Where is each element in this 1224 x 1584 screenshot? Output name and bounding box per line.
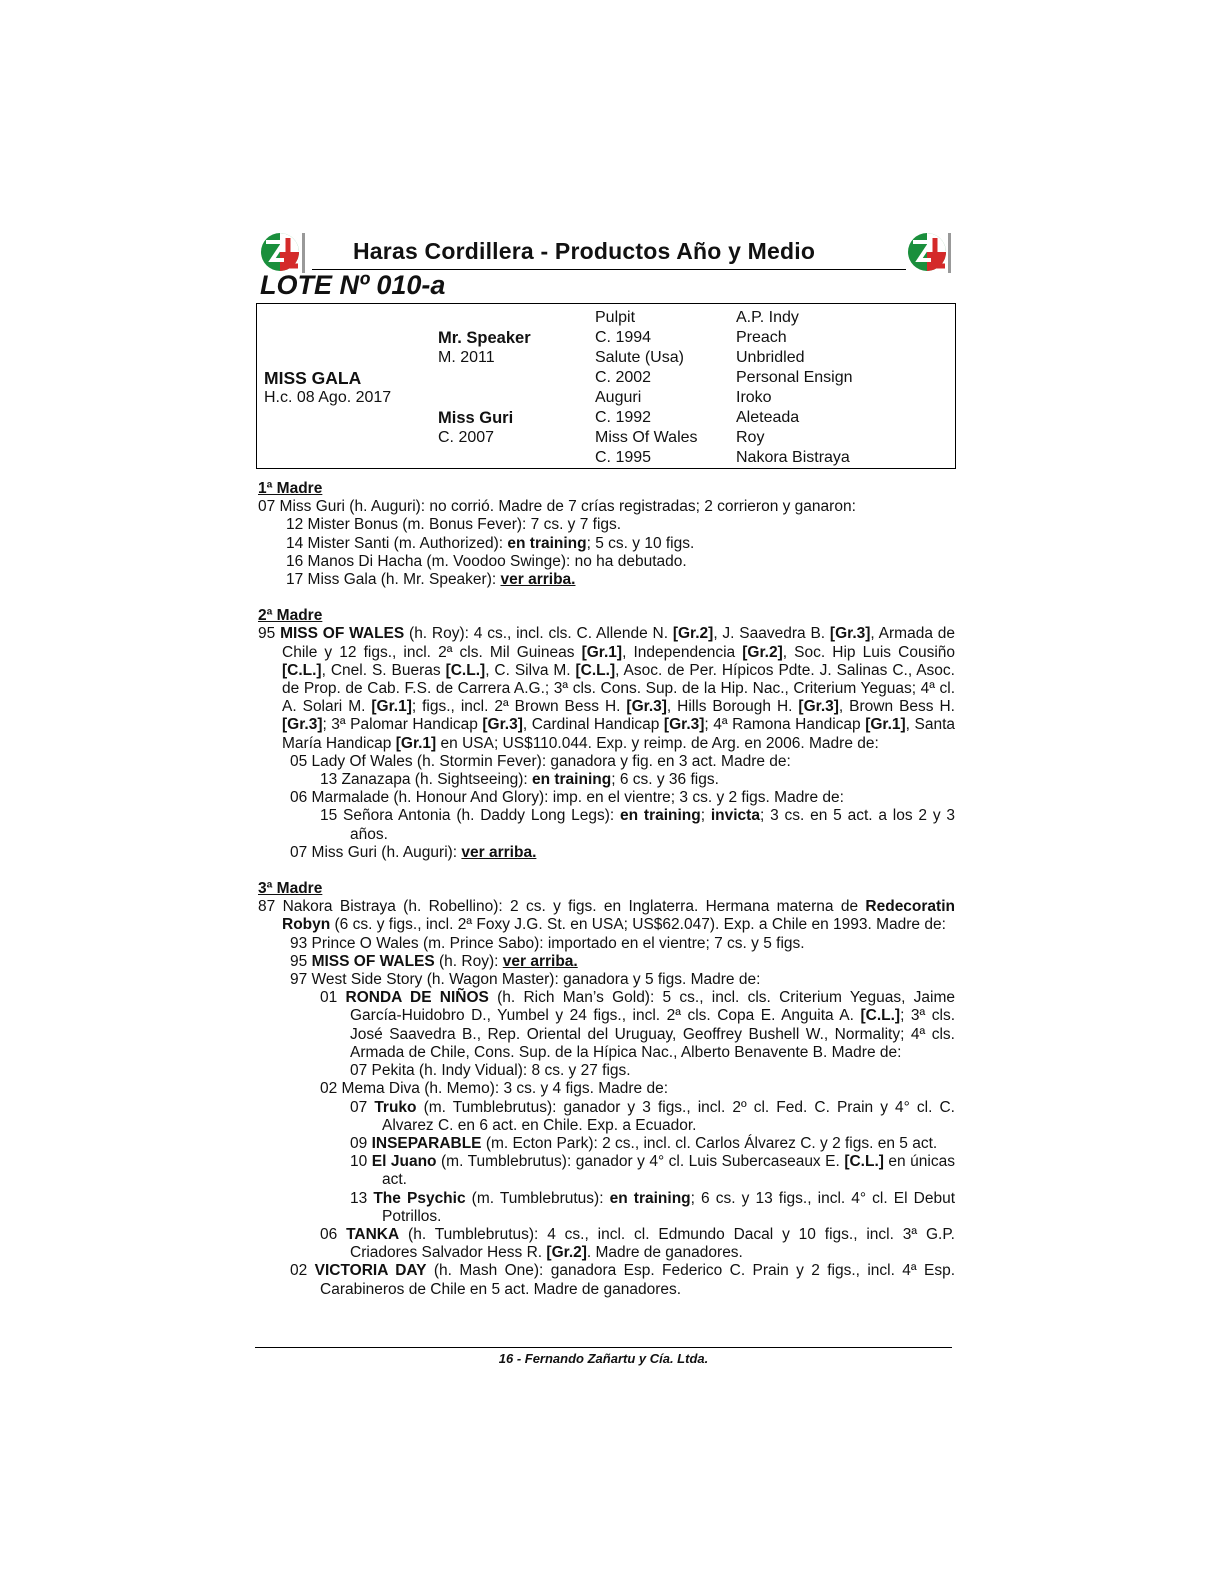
madre3-intro xyxy=(258,898,955,934)
grade-tag: [Gr.3] xyxy=(626,698,667,716)
text-run: 13 xyxy=(350,1189,374,1207)
section-heading-madre2: 2ª Madre xyxy=(258,607,323,625)
text-run: 17 Miss Gala (h. Mr. Speaker): xyxy=(286,571,501,589)
status-training: en training xyxy=(507,534,587,552)
grade-tag: [Gr.3] xyxy=(798,698,839,716)
spacer xyxy=(258,589,955,607)
text-run: 02 xyxy=(290,1262,315,1280)
madre2-grand-offspring xyxy=(258,771,955,789)
horse-info: H.c. 08 Ago. 2017 xyxy=(264,389,392,406)
pedigree-notes xyxy=(258,480,955,1299)
text-run: ; 4ª Ramona Handicap xyxy=(704,716,866,734)
text-run: , Brown Bess H. xyxy=(838,698,955,716)
grade-tag: [C.L.] xyxy=(445,661,486,679)
status-training: en training xyxy=(531,771,612,789)
madre1-offspring: 16 Manos Di Hacha (m. Voodoo Swinge): no ha debutado. xyxy=(286,552,687,570)
ped-col3-cell: C. 1994 xyxy=(595,329,652,346)
text-run: 14 Mister Santi (m. Authorized): xyxy=(286,534,508,552)
text-run: . Madre de ganadores. xyxy=(586,1244,743,1262)
grade-tag: [Gr.1] xyxy=(371,698,412,716)
text-run: ; 6 cs. y 36 figs. xyxy=(611,771,719,789)
text-run: (6 cs. y figs., incl. 2ª Foxy J.G. St. en USA; US$62.047). Exp. a Chile en 1993. Madre de: xyxy=(330,916,946,934)
ped-col4-cell: A.P. Indy xyxy=(736,309,799,326)
text-run: (h. Mash One): ganadora Esp. Federico C. Prain y 2 figs., incl. 4ª Esp. Carabineros de Chile en 5 act. Madre de ganadores. xyxy=(320,1262,955,1298)
horse-name-bold: Truko xyxy=(374,1098,417,1116)
madre3-offspring: 97 West Side Story (h. Wagon Master): ganadora y 5 figs. Madre de: xyxy=(290,971,761,989)
dam-name-bold: MISS OF WALES xyxy=(280,625,405,643)
grade-tag: [Gr.1] xyxy=(581,643,623,661)
header-title: Haras Cordillera - Productos Año y Medio xyxy=(353,238,816,264)
text-run: 95 xyxy=(290,952,312,970)
grade-tag: [Gr.2] xyxy=(672,625,714,643)
text-run: ; 3ª Palomar Handicap xyxy=(322,716,483,734)
ped-col4-cell: Iroko xyxy=(736,389,772,406)
text-run: 07 xyxy=(350,1098,375,1116)
madre2-intro xyxy=(258,625,955,752)
horse-name-bold: INSEPARABLE xyxy=(371,1134,482,1152)
text-run: , C. Silva M. xyxy=(485,661,576,679)
madre2-offspring xyxy=(258,844,955,862)
madre3-grand-offspring: 02 Mema Diva (h. Memo): 3 cs. y 4 figs. Madre de: xyxy=(320,1080,669,1098)
ped-col4-cell: Roy xyxy=(736,429,765,446)
text-run: ; xyxy=(700,807,711,825)
ped-col4-cell: Nakora Bistraya xyxy=(736,449,850,466)
grade-tag: [C.L.] xyxy=(844,1153,884,1171)
grade-tag: [Gr.2] xyxy=(742,643,783,661)
madre1-offspring xyxy=(258,535,955,553)
madre3-offspring: 93 Prince O Wales (m. Prince Sabo): importado en el vientre; 7 cs. y 5 figs. xyxy=(290,934,805,952)
text-run: (h. Roy): xyxy=(434,952,503,970)
text-run: 13 Zanazapa (h. Sightseeing): xyxy=(320,771,532,789)
grade-tag: [Gr.1] xyxy=(395,734,437,752)
madre3-great-offspring xyxy=(258,1153,955,1189)
text-run: en USA; US$110.044. Exp. y reimp. de Arg. en 2006. Madre de: xyxy=(436,734,879,752)
grade-tag: [Gr.3] xyxy=(282,716,323,734)
text-run: (h. Tumblebrutus): 4 cs., incl. cl. Edmundo Dacal y 10 figs., incl. 3ª G.P. Criadores Salvador Hess R. xyxy=(350,1225,955,1262)
text-run: , Santa María Handicap xyxy=(282,716,955,752)
madre1-intro: 07 Miss Guri (h. Auguri): no corrió. Madre de 7 crías registradas; 2 corrieron y ganaron: xyxy=(258,498,856,516)
madre2-offspring: 05 Lady Of Wales (h. Stormin Fever): ganadora y fig. en 3 act. Madre de: xyxy=(290,752,791,770)
madre3-great-offspring xyxy=(258,1099,955,1135)
madre1-offspring: 12 Mister Bonus (m. Bonus Fever): 7 cs. y 7 figs. xyxy=(286,516,622,534)
dam-info: C. 2007 xyxy=(438,429,495,446)
text-run: 95 xyxy=(258,625,281,643)
ped-col3-cell: Salute (Usa) xyxy=(595,349,684,366)
text-run: (h. Roy): 4 cs., incl. cls. C. Allende N. xyxy=(404,625,673,643)
horse-name-bold: RONDA DE NIÑOS xyxy=(345,989,489,1007)
madre3-great-offspring: 07 Pekita (h. Indy Vidual): 8 cs. y 27 figs. xyxy=(350,1062,631,1080)
text-run: 09 xyxy=(350,1134,372,1152)
madre3-offspring xyxy=(258,1262,955,1298)
ped-col3-cell: Pulpit xyxy=(595,309,636,326)
madre3-grand-offspring xyxy=(258,989,955,1062)
madre3-great-offspring xyxy=(258,1135,955,1153)
page-footer: 16 - Fernando Zañartu y Cía. Ltda. xyxy=(498,1351,709,1366)
text-run: , Cardinal Handicap xyxy=(522,716,664,734)
dam-name: Miss Guri xyxy=(438,409,514,427)
spacer xyxy=(258,862,955,880)
text-run: (m. Tumblebrutus): ganador y 4° cl. Luis Subercaseaux E. xyxy=(436,1153,845,1171)
madre1-offspring xyxy=(258,571,955,589)
text-run: ; 6 cs. y 13 figs., incl. 4° cl. El Debut Potrillos. xyxy=(382,1189,955,1225)
text-run: 06 xyxy=(320,1225,347,1243)
text-run: , Soc. Hip Luis Cousiño xyxy=(782,643,955,661)
see-above-link: ver arriba. xyxy=(500,571,576,589)
horse-name-bold: TANKA xyxy=(346,1225,400,1243)
status-unbeaten: invicta xyxy=(710,807,760,825)
text-run: en únicas act. xyxy=(382,1153,955,1189)
ped-col4-cell: Preach xyxy=(736,329,787,346)
horse-name-bold: MISS OF WALES xyxy=(311,952,435,970)
horse-name: MISS GALA xyxy=(264,368,362,388)
madre3-grand-offspring xyxy=(258,1226,955,1262)
grade-tag: [Gr.3] xyxy=(482,716,523,734)
horse-name-bold: Redecoratin Robyn xyxy=(282,898,955,934)
horse-name-bold: VICTORIA DAY xyxy=(314,1262,427,1280)
logo-side-text-icon xyxy=(946,233,953,273)
horse-name-bold: The Psychic xyxy=(373,1189,466,1207)
logo-side-text-icon xyxy=(300,233,307,273)
text-run: ; 5 cs. y 10 figs. xyxy=(586,534,695,552)
madre3-great-offspring xyxy=(258,1190,955,1226)
text-run: , Independencia xyxy=(622,643,743,661)
section-heading-madre1: 1ª Madre xyxy=(258,480,323,497)
text-run: 01 xyxy=(320,989,346,1007)
text-run: 15 Señora Antonia (h. Daddy Long Legs): xyxy=(320,807,621,825)
ped-col3-cell: C. 1992 xyxy=(595,409,652,426)
status-training: en training xyxy=(609,1189,691,1207)
text-run: 10 xyxy=(350,1153,372,1171)
grade-tag: [Gr.2] xyxy=(546,1244,587,1262)
see-above-link: ver arriba. xyxy=(461,843,537,861)
see-above-link: ver arriba. xyxy=(502,952,578,970)
text-run: , Armada de Chile y 12 figs., incl. 2ª cls. Mil Guineas xyxy=(282,625,955,661)
ped-col4-cell: Unbridled xyxy=(736,349,805,366)
lote-title: LOTE Nº 010-a xyxy=(260,270,446,300)
text-run: , Hills Borough H. xyxy=(666,698,799,716)
horse-name-bold: El Juano xyxy=(371,1153,437,1171)
ped-col4-cell: Aleteada xyxy=(736,409,800,426)
text-run: ; 3 cs. en 5 act. a los 2 y 3 años. xyxy=(350,807,955,843)
grade-tag: [Gr.1] xyxy=(865,716,906,734)
madre2-offspring: 06 Marmalade (h. Honour And Glory): imp. en el vientre; 3 cs. y 2 figs. Madre de: xyxy=(290,789,844,807)
grade-tag: [Gr.3] xyxy=(829,625,871,643)
ped-col3-cell: C. 1995 xyxy=(595,449,652,466)
grade-tag: [C.L.] xyxy=(575,661,616,679)
ped-col3-cell: C. 2002 xyxy=(595,369,652,386)
status-training: en training xyxy=(620,807,701,825)
text-run: (h. Rich Man’s Gold): 5 cs., incl. cls. Criterium Yeguas, Jaime García-Huidobro D., Yumbel y 24 figs., incl. 2ª cls. Copa E. Anguita A. xyxy=(350,989,955,1025)
section-heading-madre3: 3ª Madre xyxy=(258,880,323,898)
grade-tag: [C.L.] xyxy=(282,661,322,679)
text-run: 87 Nakora Bistraya (h. Robellino): 2 cs. y figs. en Inglaterra. Hermana materna de xyxy=(258,898,866,916)
text-run: (m. Tumblebrutus): xyxy=(465,1189,610,1207)
text-run: ; figs., incl. 2ª Brown Bess H. xyxy=(411,698,627,716)
text-run: (m. Tumblebrutus): ganador y 3 figs., incl. 2º cl. Fed. C. Prain y 4° cl. C. Alvarez C. en 6 act. en Chile. Exp. a Ecuador. xyxy=(382,1098,955,1134)
sire-name: Mr. Speaker xyxy=(438,329,531,347)
ped-col3-cell: Auguri xyxy=(595,389,642,406)
ped-col3-cell: Miss Of Wales xyxy=(595,429,698,446)
text-run: , Cnel. S. Bueras xyxy=(321,661,446,679)
grade-tag: [Gr.3] xyxy=(663,716,705,734)
text-run: 07 Miss Guri (h. Auguri): xyxy=(290,843,462,861)
footer-rule xyxy=(255,1347,952,1348)
sire-info: M. 2011 xyxy=(438,349,495,366)
text-run: (m. Ecton Park): 2 cs., incl. cl. Carlos Álvarez C. y 2 figs. en 5 act. xyxy=(481,1134,938,1152)
text-run: , Asoc. de Per. Hípicos Pdte. J. Salinas C., Asoc. de Prop. de Cab. F.S. de Carrera A.G.; 3ª cls. Cons. Sup. de la Hip. Nac., Criterium Yeguas; 4ª cl. A. Solari M. xyxy=(282,661,955,716)
grade-tag: [C.L.] xyxy=(860,1007,901,1025)
madre3-offspring xyxy=(258,953,955,971)
madre2-grand-offspring xyxy=(258,807,955,843)
text-run: , J. Saavedra B. xyxy=(713,625,830,643)
text-run: ; 3ª cls. José Saavedra B., Rep. Oriental del Uruguay, Geoffrey Bushell W., Normality; 4ª cls. Armada de Chile, Cons. Sup. de la Hípica Nac., Alberto Benavente B. Madre de: xyxy=(350,1007,956,1061)
ped-col4-cell: Personal Ensign xyxy=(736,369,853,386)
